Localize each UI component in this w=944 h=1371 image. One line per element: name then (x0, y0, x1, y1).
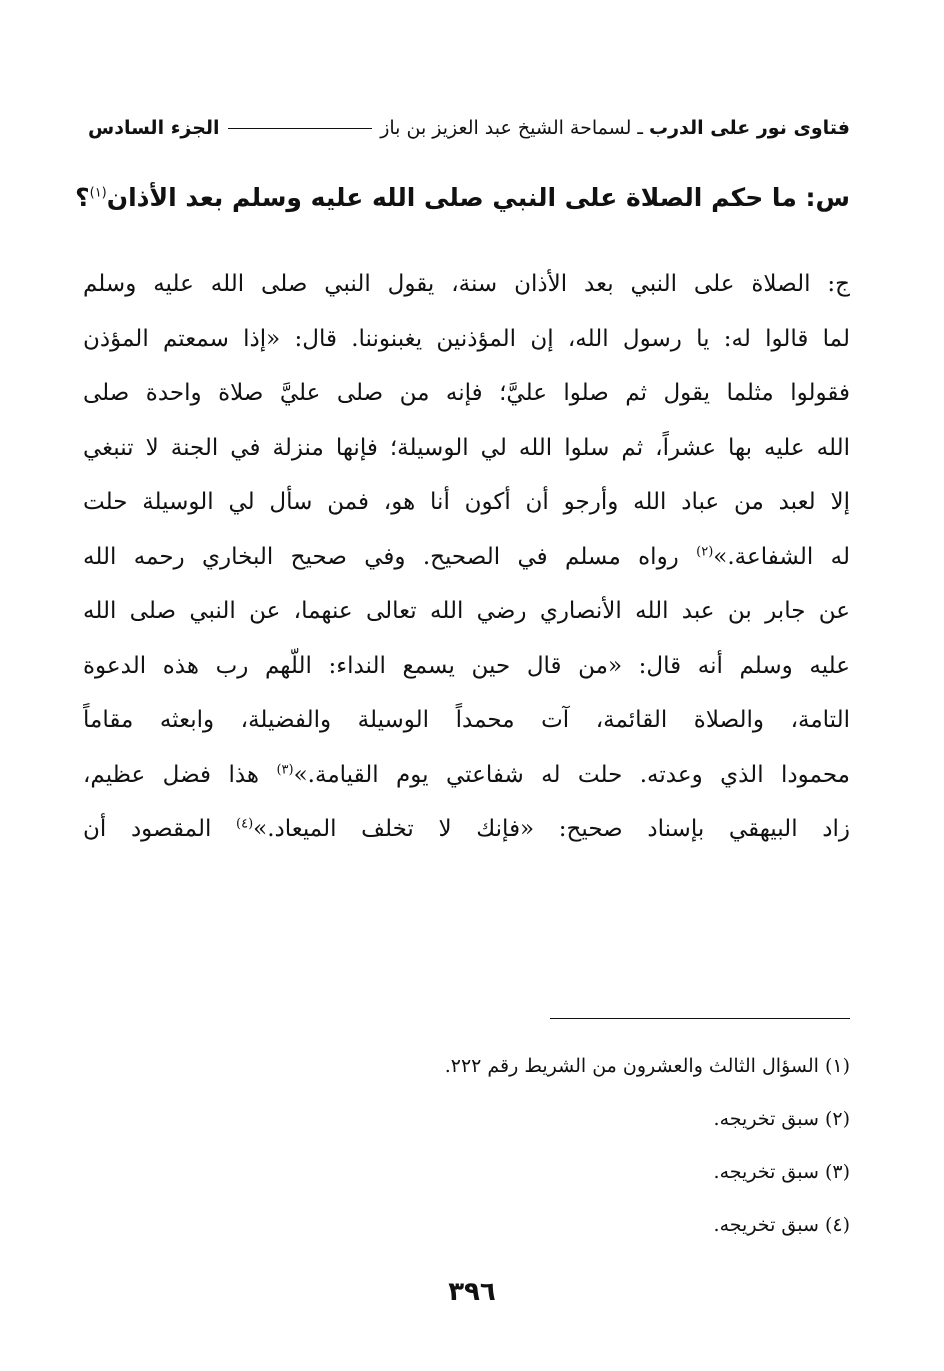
answer-line (83, 584, 850, 639)
header-rule (228, 128, 373, 129)
answer-body (83, 257, 850, 857)
answer-line-text: هذا فضل عظيم، (83, 761, 277, 788)
footnote-separator (550, 1018, 850, 1019)
answer-line (83, 530, 850, 585)
footnote-ref: (٤) (236, 816, 254, 832)
volume-label: الجزء السادس (88, 117, 220, 139)
answer-line (83, 802, 850, 857)
answer-line (83, 693, 850, 748)
question-heading (75, 178, 850, 218)
answer-line-text: زاد البيهقي بإسناد صحيح: «فإنك لا تخلف الميعاد.» (253, 816, 850, 842)
question-text: س: ما حكم الصلاة على النبي صلى الله عليه وسلم بعد الأذان (106, 183, 850, 212)
answer-line-text: له الشفاعة.» (713, 543, 850, 570)
answer-line-text: محمودا الذي وعدته. حلت له شفاعتي يوم القيامة.» (293, 761, 850, 788)
author-line: ـ لسماحة الشيخ عبد العزيز بن باز (380, 117, 643, 139)
question-mark: ؟ (75, 183, 90, 212)
answer-line-text: عليه وسلم أنه قال: «من قال حين يسمع النداء: اللّهم رب هذه الدعوة (83, 652, 850, 679)
footnote-item: (٢) سبق تخريجه. (713, 1108, 850, 1130)
page-number: ٣٩٦ (448, 1277, 496, 1307)
answer-line-text: فقولوا مثلما يقول ثم صلوا عليَّ؛ فإنه من صلى عليَّ صلاة واحدة صلى (83, 380, 850, 406)
running-header (88, 112, 850, 144)
answer-line-text: التامة، والصلاة القائمة، آت محمداً الوسيلة والفضيلة، وابعثه مقاماً (83, 707, 850, 733)
answer-line-text: رواه مسلم في الصحيح. وفي صحيح البخاري رحمه الله (83, 543, 697, 570)
footnote-item: (٣) سبق تخريجه. (713, 1161, 850, 1183)
answer-line (83, 421, 850, 476)
footnote-item: (١) السؤال الثالث والعشرون من الشريط رقم ٢٢٢. (444, 1055, 850, 1077)
answer-line (83, 257, 850, 312)
answer-line-text: إلا لعبد من عباد الله وأرجو أن أكون أنا هو، فمن سأل لي الوسيلة حلت (83, 489, 850, 515)
answer-line-text: لما قالوا له: يا رسول الله، إن المؤذنين يغبنوننا. قال: «إذا سمعتم المؤذن (83, 325, 850, 352)
answer-line (83, 748, 850, 803)
answer-line (83, 312, 850, 367)
answer-line-text: عن جابر بن عبد الله الأنصاري رضي الله تعالى عنهما، عن النبي صلى الله (83, 598, 850, 624)
answer-line (83, 475, 850, 530)
answer-line (83, 639, 850, 694)
question-footnote-ref: (١) (89, 185, 107, 201)
answer-line-text: الله عليه بها عشراً، ثم سلوا الله لي الوسيلة؛ فإنها منزلة في الجنة لا تنبغي (83, 434, 850, 461)
footnote-ref: (٢) (696, 543, 714, 559)
footnote-item: (٤) سبق تخريجه. (713, 1214, 850, 1236)
footnote-ref: (٣) (276, 761, 294, 777)
answer-line-text: ج: الصلاة على النبي بعد الأذان سنة، يقول النبي صلى الله عليه وسلم (83, 271, 850, 297)
answer-line (83, 366, 850, 421)
footnotes (300, 1048, 850, 1260)
answer-line-text: المقصود أن (83, 816, 236, 842)
book-title: فتاوى نور على الدرب (649, 117, 850, 139)
